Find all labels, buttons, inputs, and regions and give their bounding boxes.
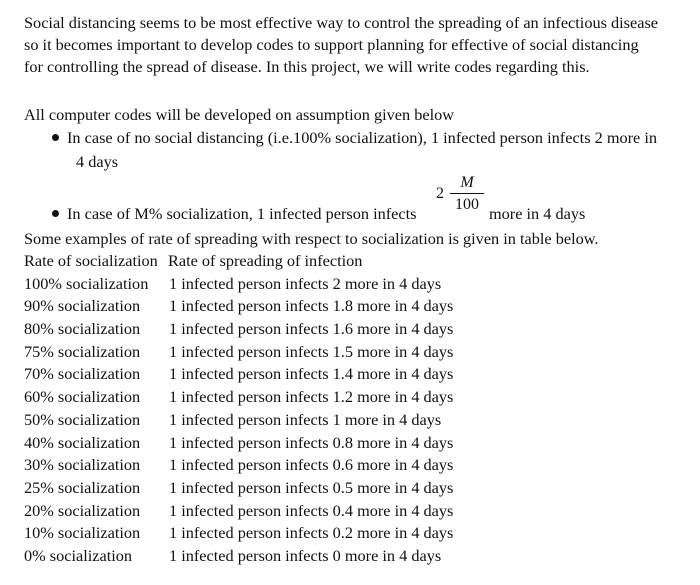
assumption-2-suffix: more in 4 days — [489, 204, 586, 223]
intro-line: Social distancing seems to be most effective way to control the spreading of an infectious disease — [24, 13, 659, 32]
socialization-cell: 60% socialization — [24, 387, 141, 407]
spreading-cell: 1 infected person infects 0.6 more in 4 days — [169, 455, 454, 475]
assumptions-title: All computer codes will be developed on assumption given below — [24, 105, 455, 124]
table-row — [24, 409, 684, 432]
socialization-cell: 75% socialization — [24, 341, 141, 361]
assumption-2-text: In case of M% socialization, 1 infected person infects — [67, 204, 417, 223]
table-row — [24, 545, 684, 568]
socialization-cell: 40% socialization — [24, 432, 141, 452]
table-body — [24, 273, 684, 568]
socialization-cell: 10% socialization — [24, 523, 141, 543]
formula-base: 2 — [436, 185, 444, 202]
spreading-cell: 1 infected person infects 1.5 more in 4 days — [169, 341, 454, 361]
socialization-cell: 80% socialization — [24, 319, 141, 339]
spreading-cell: 1 infected person infects 2 more in 4 days — [169, 273, 442, 293]
socialization-cell: 0% socialization — [24, 545, 133, 565]
spreading-cell: 1 infected person infects 1.2 more in 4 days — [169, 387, 454, 407]
examples-intro: Some examples of rate of spreading with respect to socialization is given in table below. — [24, 229, 599, 248]
spreading-cell: 1 infected person infects 0.5 more in 4 days — [169, 477, 454, 497]
table-row — [24, 522, 684, 545]
assumption-1-text: In case of no social distancing (i.e.100% socialization), 1 infected person infects 2 more in — [67, 128, 658, 147]
socialization-cell: 100% socialization — [24, 273, 149, 293]
bullet-icon — [52, 134, 62, 144]
spreading-cell: 1 infected person infects 1.8 more in 4 days — [169, 296, 454, 316]
spreading-cell: 1 infected person infects 0.2 more in 4 days — [169, 523, 454, 543]
header-cell-socialization: Rate of socialization — [24, 251, 158, 270]
table-row — [24, 454, 684, 477]
table-row — [24, 363, 684, 386]
bullet-icon — [52, 210, 62, 220]
assumption-1-continuation: 4 days — [76, 152, 119, 171]
intro-line: so it becomes important to develop codes to support planning for effective of social distancing — [24, 35, 639, 54]
exponent-formula — [436, 172, 486, 218]
table-row — [24, 500, 684, 523]
socialization-table — [24, 250, 684, 568]
spreading-cell: 1 infected person infects 1.6 more in 4 days — [169, 319, 454, 339]
table-row — [24, 341, 684, 364]
table-row — [24, 295, 684, 318]
formula-denominator: 100 — [455, 196, 479, 213]
socialization-cell: 90% socialization — [24, 296, 141, 316]
socialization-cell: 20% socialization — [24, 500, 141, 520]
socialization-cell: 50% socialization — [24, 409, 141, 429]
spreading-cell: 1 infected person infects 0 more in 4 days — [169, 545, 442, 565]
table-row — [24, 318, 684, 341]
intro-paragraph — [24, 12, 692, 78]
socialization-cell: 25% socialization — [24, 477, 141, 497]
intro-line: for controlling the spread of disease. In this project, we will write codes regarding this. — [24, 57, 590, 76]
table-row — [24, 432, 684, 455]
spreading-cell: 1 infected person infects 1 more in 4 days — [169, 409, 442, 429]
header-cell-spreading: Rate of spreading of infection — [168, 251, 363, 270]
table-row — [24, 386, 684, 409]
socialization-cell: 30% socialization — [24, 455, 141, 475]
formula-numerator: M — [460, 174, 474, 191]
spreading-cell: 1 infected person infects 0.8 more in 4 days — [169, 432, 454, 452]
table-row — [24, 273, 684, 296]
table-row — [24, 477, 684, 500]
spreading-cell: 1 infected person infects 1.4 more in 4 days — [169, 364, 454, 384]
spreading-cell: 1 infected person infects 0.4 more in 4 days — [169, 500, 454, 520]
table-header-row — [24, 250, 684, 273]
socialization-cell: 70% socialization — [24, 364, 141, 384]
